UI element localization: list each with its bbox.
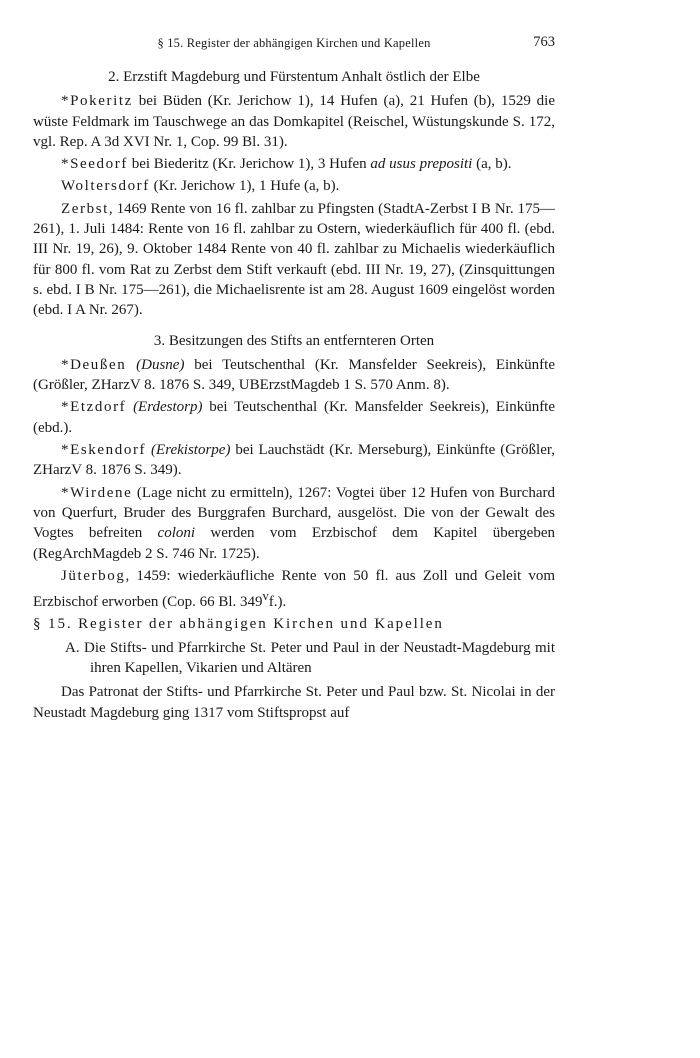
entry-pokeritz: *Pokeritz bei Büden (Kr. Jerichow 1), 14 Hufen (a), 21 Hufen (b), 1529 die wüste Feldmark im Tauschwege an das Domkapitel (Reischel, Wüstungskunde S. 172, vgl. Rep. A 3d XVI Nr. 1, Cop. 99 Bl. 31). — [33, 93, 555, 150]
running-title: § 15. Register der abhängigen Kirchen und Kapellen — [157, 36, 431, 50]
entry-name: *Eskendorf — [61, 442, 147, 459]
entry-eskendorf: *Eskendorf (Erekistorpe) bei Lauchstädt (Kr. Merseburg), Einkünfte (Größler, ZHarzV 8. 1876 S. 349). — [33, 442, 556, 479]
page-header — [33, 34, 555, 56]
entry-jueterbog: Jüterbog, 1459: wiederkäufliche Rente von 50 fl. aus Zoll und Geleit vom Erzbischof erworben (Cop. 66 Bl. 349$^v$f.). — [33, 567, 555, 611]
section-2-heading: 2. Erzstift Magdeburg und Fürstentum Anhalt östlich der Elbe — [108, 69, 480, 85]
entry-name: Jüterbog — [61, 567, 126, 584]
entry-deussen: *Deußen (Dusne) bei Teutschenthal (Kr. Mansfelder Seekreis), Einkünfte (Größler, ZHarzV 8. 1876 S. 349, UBErzstMagdeb 1 S. 570 Anm. 8). — [33, 356, 556, 394]
subsection-title: Die Stifts- und Pfarrkirche St. Peter und Paul in der Neustadt-Magdeburg mit ihren Kapellen, Vikarien und Altären — [84, 639, 555, 677]
entry-wirdene: *Wirdene (Lage nicht zu ermitteln), 1267: Vogtei über 12 Hufen von Burchard von Querfurt, Bruder des Burggrafen Burchard, ausgelöst. Die von der Gewalt des Vogtes befreiten coloni werden vom Erzbischof dem Kapitel übergeben (RegArchMagdeb 2 S. 746 Nr. 1725). — [33, 484, 555, 562]
entry-woltersdorf: Woltersdorf (Kr. Jerichow 1), 1 Hufe (a, b). — [61, 178, 340, 195]
entry-name: *Seedorf — [61, 156, 128, 173]
entry-zerbst: Zerbst, 1469 Rente von 16 fl. zahlbar zu Pfingsten (StadtA-Zerbst I B Nr. 175—261), 1. Juli 1484: Rente von 16 fl. zahlbar zu Ostern, wiederkäuflich für 400 fl. (ebd. III Nr. 19, 26), 9. Oktober 1484 Rente von 40 fl. zahlbar zu Michaelis wiederkäuflich für 800 fl. vom Rat zu Zerbst dem Stift verkauft (ebd. III Nr. 19, 27), (Zinsquittungen s. ebd. I B Nr. 175—261), die Michaelisrente ist am 28. August 1609 eingelöst worden (ebd. I A Nr. 267). — [33, 200, 555, 319]
entry-name: *Pokeritz — [61, 93, 133, 110]
entry-seedorf: *Seedorf bei Biederitz (Kr. Jerichow 1), 3 Hufen ad usus prepositi (a, b). — [61, 156, 512, 173]
entry-name: *Etzdorf — [61, 399, 127, 416]
section-3-heading: 3. Besitzungen des Stifts an entfernteren Orten — [153, 332, 435, 349]
subsection-a-heading — [33, 638, 555, 679]
body-text — [33, 67, 555, 725]
entry-name: Zerbst — [61, 200, 109, 217]
page-number: 763 — [533, 34, 555, 50]
entry-name: *Deußen — [61, 356, 127, 373]
entry-name: *Wirdene — [61, 484, 133, 501]
patronat-paragraph: Das Patronat der Stifts- und Pfarrkirche St. Peter und Paul bzw. St. Nicolai in der Neustadt Magdeburg ging 1317 vom Stiftspropst auf — [33, 684, 555, 721]
section-15-heading: § 15. Register der abhängigen Kirchen und Kapellen — [33, 616, 444, 633]
entry-etzdorf: *Etzdorf (Erdestorp) bei Teutschenthal (Kr. Mansfelder Seekreis), Einkünfte (ebd.). — [33, 399, 556, 436]
subsection-label: A. — [65, 639, 80, 656]
entry-name: Woltersdorf — [61, 178, 150, 195]
